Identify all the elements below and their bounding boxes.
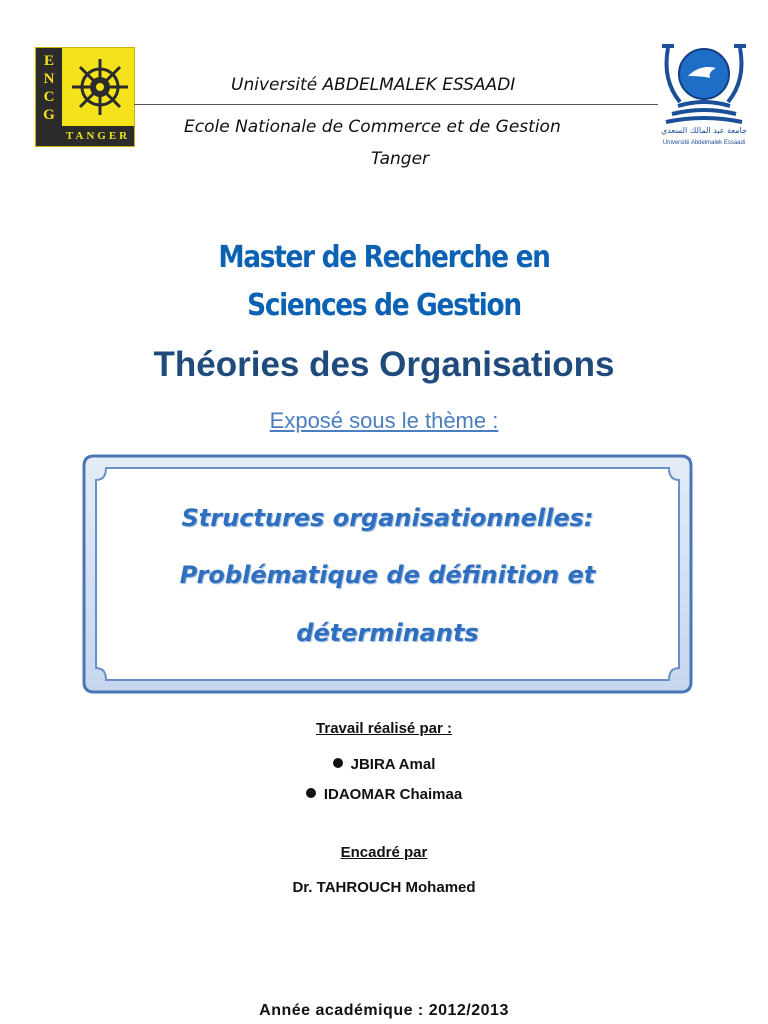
logo-letter: E [43, 53, 54, 69]
university-logo [658, 40, 750, 152]
university-name: Université ABDELMALEK ESSAADI [231, 75, 516, 95]
program-title-line1: Master de Recherche en [218, 240, 550, 275]
program-title-line2: Sciences de Gestion [247, 288, 521, 323]
team-member-name: JBIRA Amal [350, 756, 436, 773]
logo-letter: N [43, 71, 55, 87]
theme-line1: Structures organisationnelles: [181, 504, 594, 532]
logo-caption: Université Abdelmalek Essaadi [662, 140, 746, 146]
team-member [0, 756, 768, 773]
school-name-line2: Tanger [370, 149, 430, 169]
theme-line3: déterminants [296, 619, 479, 647]
bullet-icon [333, 758, 343, 768]
logo-word: TANGER [62, 126, 134, 146]
supervisor-name: Dr. TAHROUCH Mohamed [292, 879, 476, 896]
bullet-icon [306, 788, 316, 798]
supervisor-heading: Encadré par [340, 844, 428, 861]
team-member [0, 786, 768, 803]
dove-globe-icon [658, 40, 750, 126]
team-heading: Travail réalisé par : [316, 720, 452, 737]
team-member-name: IDAOMAR Chaimaa [323, 786, 463, 803]
course-title: Théories des Organisations [153, 345, 615, 384]
logo-arabic-text: جامعة عبد المالك السعدي [661, 126, 747, 135]
school-name-line1: Ecole Nationale de Commerce et de Gestion [184, 117, 561, 137]
academic-year: Année académique : 2012/2013 [259, 1002, 509, 1019]
logo-letter: G [43, 107, 55, 123]
encg-logo [35, 47, 135, 147]
ship-wheel-icon [70, 54, 130, 120]
expose-label: Exposé sous le thème : [269, 408, 499, 433]
theme-line2: Problématique de définition et [179, 561, 596, 589]
logo-letter: C [43, 89, 55, 105]
header-rule [134, 104, 658, 105]
